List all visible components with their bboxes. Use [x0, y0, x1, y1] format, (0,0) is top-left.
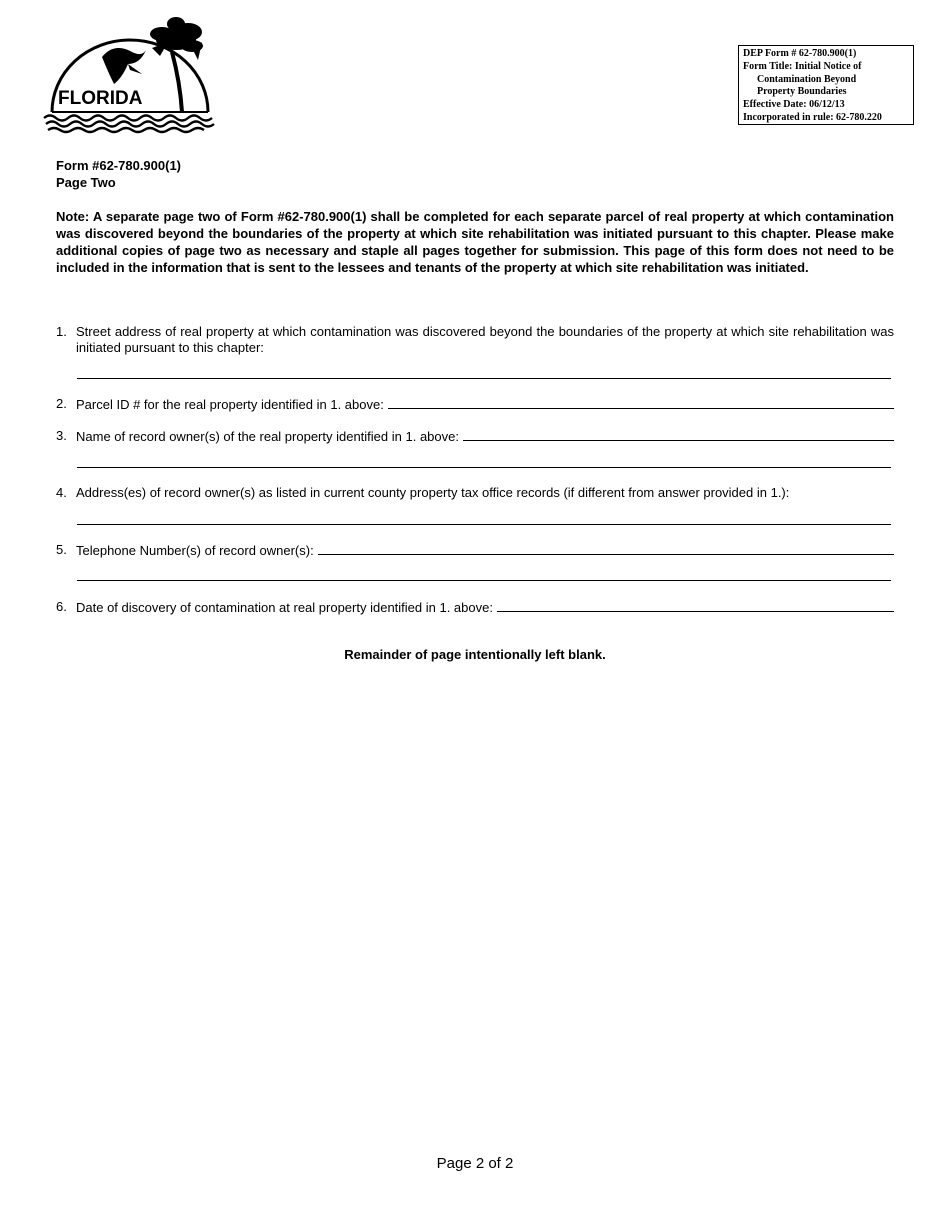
- logo-text: FLORIDA: [58, 88, 143, 109]
- item-text: Name of record owner(s) of the real property identified in 1. above:: [76, 429, 459, 444]
- item-number: 5.: [56, 542, 67, 557]
- item-text: Telephone Number(s) of record owner(s):: [76, 543, 314, 558]
- form-item-5: [56, 542, 894, 559]
- item-text: Parcel ID # for the real property identified in 1. above:: [76, 397, 384, 412]
- item-text: Date of discovery of contamination at real property identified in 1. above:: [76, 600, 493, 615]
- form-item-3: [56, 428, 894, 445]
- owner-name-field[interactable]: [463, 428, 894, 441]
- incorporated-rule-label: Incorporated in rule: 62-780.220: [743, 111, 882, 123]
- form-number-label: DEP Form # 62-780.900(1): [743, 48, 857, 59]
- item-text: Street address of real property at which contamination was discovered beyond the boundaries of the property at which site rehabilitation was initiated pursuant to this chapter:: [76, 324, 894, 355]
- owner-address-field[interactable]: [77, 524, 891, 525]
- item-text: Address(es) of record owner(s) as listed in current county property tax office records (if different from answer provided in 1.):: [76, 485, 790, 500]
- form-item-6: [56, 599, 894, 616]
- item-number: 6.: [56, 599, 67, 614]
- form-item-1: [56, 324, 894, 356]
- page-label: Page Two: [56, 175, 116, 190]
- remainder-notice: Remainder of page intentionally left blank.: [344, 647, 606, 662]
- effective-date-label: Effective Date: 06/12/13: [743, 99, 845, 111]
- florida-logo: [42, 12, 218, 136]
- form-number-heading: Form #62-780.900(1): [56, 158, 182, 173]
- discovery-date-field[interactable]: [497, 599, 894, 612]
- item-number: 1.: [56, 324, 67, 339]
- telephone-field[interactable]: [318, 542, 894, 555]
- street-address-field[interactable]: [77, 378, 891, 379]
- form-title-line3: Property Boundaries: [757, 86, 847, 98]
- parcel-id-field[interactable]: [388, 396, 894, 409]
- item-number: 3.: [56, 428, 67, 443]
- owner-name-field-continued[interactable]: [77, 467, 891, 468]
- form-title-label: Form Title: Initial Notice of: [743, 60, 862, 72]
- form-item-2: [56, 396, 894, 413]
- item-number: 4.: [56, 485, 67, 500]
- form-id-block: [56, 157, 181, 191]
- form-item-4: [56, 485, 894, 501]
- form-info-box: [738, 45, 914, 125]
- telephone-field-continued[interactable]: [77, 580, 891, 581]
- item-number: 2.: [56, 396, 67, 411]
- note-paragraph: Note: A separate page two of Form #62-780.900(1) shall be completed for each separate parcel of real property at which contamination was discovered beyond the boundaries of the property at which site rehabilitation was initiated pursuant to this chapter. Please make additional copies of page two as necessary and staple all pages together for submission. This page of this form does not need to be included in the information that is sent to the lessees and tenants of the property at which site rehabilitation was initiated.: [56, 209, 894, 275]
- form-title-line2: Contamination Beyond: [757, 73, 857, 85]
- page-number: Page 2 of 2: [436, 1155, 514, 1172]
